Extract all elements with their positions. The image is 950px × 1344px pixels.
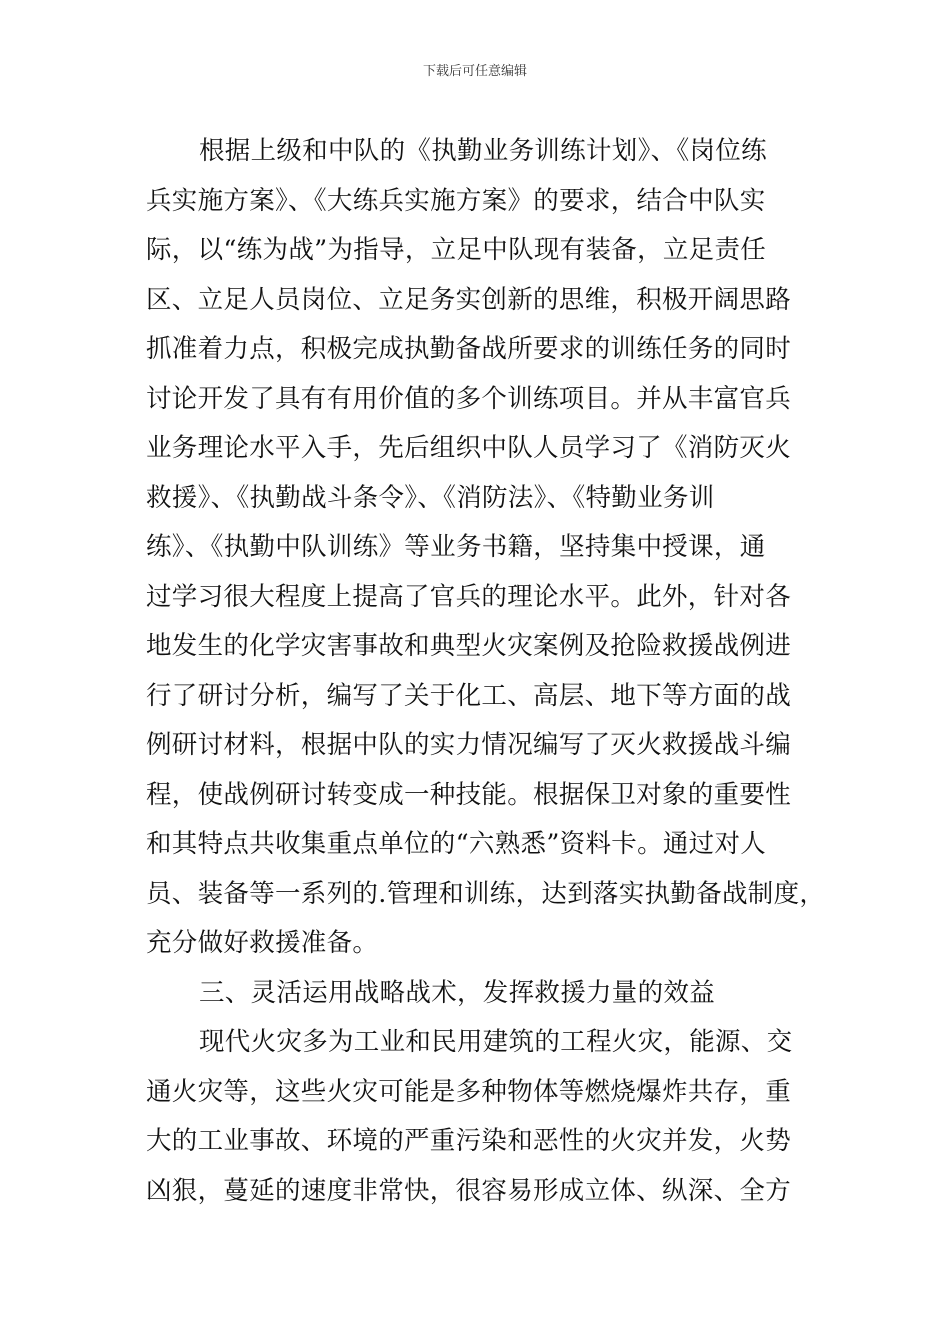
paragraph-line: 业务理论水平入手，先后组织中队人员学习了《消防灭火: [146, 433, 792, 463]
paragraph-line: 区、立足人员岗位、立足务实创新的思维，积极开阔思路: [146, 284, 792, 315]
paragraph-line: 凶狠，蔓延的速度非常快，很容易形成立体、纵深、全方: [146, 1175, 792, 1206]
page-header: 下载后可任意编辑: [422, 64, 527, 79]
paragraph-line: 程，使战例研讨转变成一种技能。根据保卫对象的重要性: [146, 779, 792, 810]
paragraph-line: 兵实施方案》、《大练兵实施方案》的要求，结合中队实: [146, 185, 766, 216]
paragraph-line: 大的工业事故、环境的严重污染和恶性的火灾并发，火势: [146, 1126, 792, 1156]
paragraph-line: 行了研讨分析，编写了关于化工、高层、地下等方面的战: [146, 680, 792, 711]
paragraph-line: 现代火灾多为工业和民用建筑的工程火灾，能源、交: [199, 1027, 793, 1057]
paragraph-line: 地发生的化学灾害事故和典型火灾案例及抢险救援战例进: [146, 631, 792, 661]
section-heading: 三、灵活运用战略战术，发挥救援力量的效益: [199, 977, 716, 1008]
paragraph-line: 员、装备等一系列的.管理和训练，达到落实执勤备战制度，: [146, 878, 826, 909]
paragraph-line: 练》、《执勤中队训练》等业务书籍，坚持集中授课，通: [146, 532, 766, 562]
paragraph-line: 际，以“练为战”为指导，立足中队现有装备，立足责任: [146, 235, 767, 265]
paragraph-line: 通火灾等，这些火灾可能是多种物体等燃烧爆炸共存，重: [146, 1076, 792, 1107]
paragraph-line: 讨论开发了具有有用价值的多个训练项目。并从丰富官兵: [146, 383, 792, 414]
paragraph-line: 救援》、《执勤战斗条令》、《消防法》、《特勤业务训: [146, 482, 715, 513]
paragraph-line: 抓准着力点，积极完成执勤备战所要求的训练任务的同时: [146, 334, 792, 364]
paragraph-line: 根据上级和中队的《执勤业务训练计划》、《岗位练: [199, 136, 767, 166]
paragraph-line: 例研讨材料，根据中队的实力情况编写了灭火救援战斗编: [146, 730, 792, 760]
document-body: [146, 127, 832, 1216]
paragraph-line: 过学习很大程度上提高了官兵的理论水平。此外，针对各: [146, 581, 792, 612]
paragraph-line: 和其特点共收集重点单位的“六熟悉”资料卡。通过对人: [146, 829, 767, 859]
paragraph-line: 充分做好救援准备。: [146, 928, 379, 958]
